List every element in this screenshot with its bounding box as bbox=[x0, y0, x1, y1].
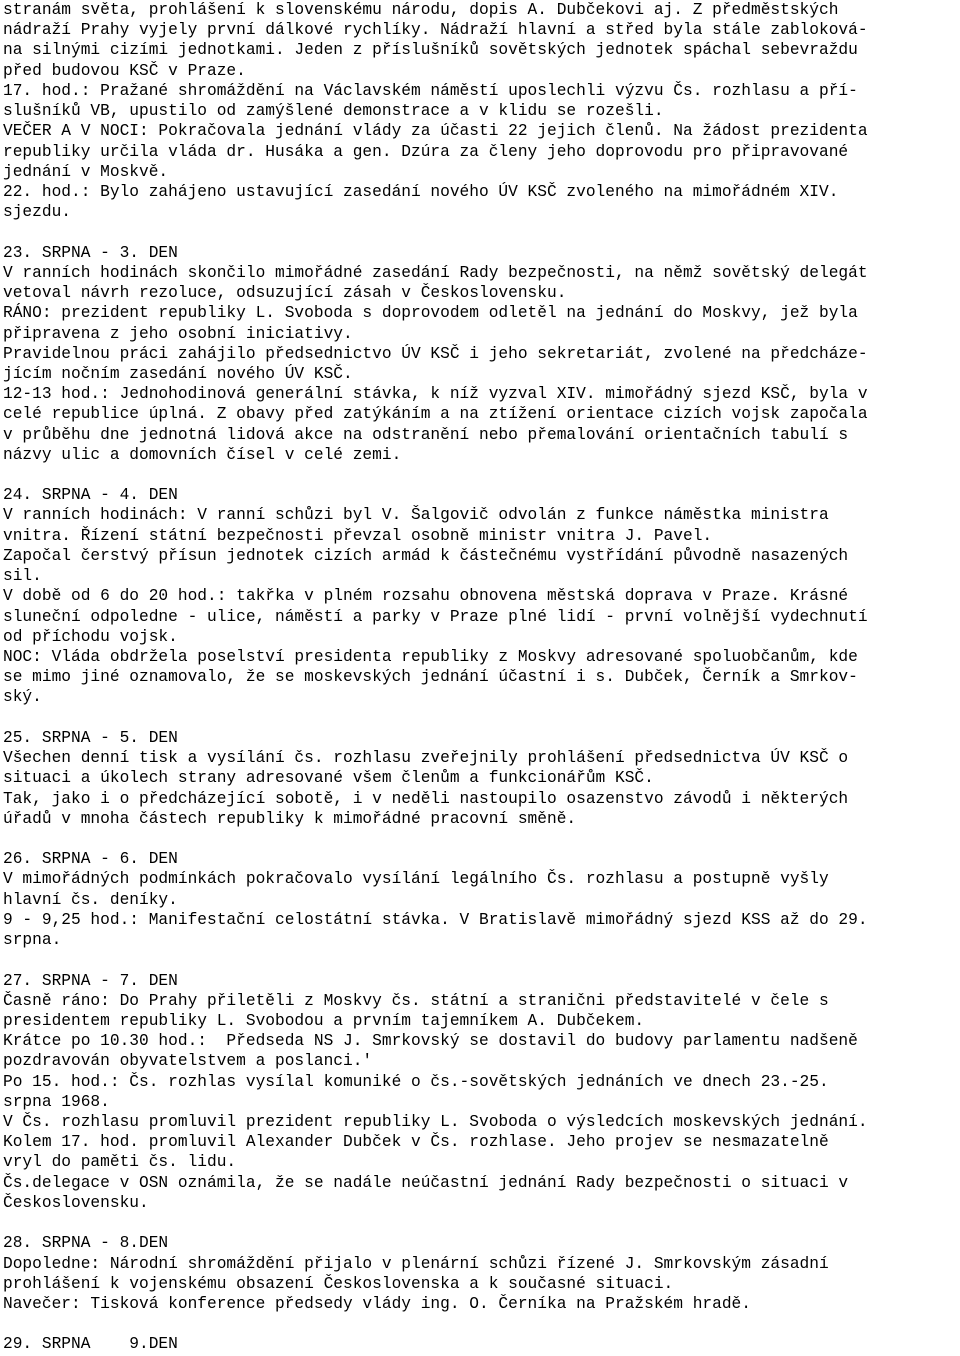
text-line: Navečer: Tisková konference předsedy vlády ing. O. Černíka na Pražském hradě. bbox=[3, 1295, 751, 1313]
text-line: se mimo jiné oznamovalo, že se moskevských jednání účastní i s. Dubček, Černík a Smrkov- bbox=[3, 668, 858, 687]
paragraph-gap bbox=[3, 1213, 958, 1233]
text-line: V době od 6 do 20 hod.: takřka v plném rozsahu obnovena městská doprava v Praze. Krásné bbox=[3, 587, 849, 606]
day-section-8 bbox=[3, 1233, 958, 1314]
text-line: vetoval návrh rezoluce, odsuzující zásah v Československu. bbox=[3, 284, 567, 303]
text-line: republiky určila vláda dr. Husáka a gen. Dzúra za členy jeho doprovodu pro připravované bbox=[3, 142, 849, 161]
day-section-5 bbox=[3, 728, 958, 829]
text-line: 9 - 9,25 hod.: Manifestační celostátní stávka. V Bratislavě mimořádný sjezd KSS až do 29. bbox=[3, 910, 868, 929]
text-line: úřadů v mnoha částech republiky k mimořádné pracovní směně. bbox=[3, 809, 577, 828]
text-line: Všechen denní tisk a vysílání čs. rozhlasu zveřejnily prohlášení předsednictva ÚV KSČ o bbox=[3, 749, 849, 768]
text-line: srpna 1968. bbox=[3, 1092, 110, 1111]
day-heading: 28. SRPNA - 8.DEN bbox=[3, 1234, 169, 1253]
day-heading: 27. SRPNA - 7. DEN bbox=[3, 971, 178, 990]
text-line: Československu. bbox=[3, 1193, 149, 1212]
paragraph-gap bbox=[3, 1314, 958, 1334]
day-section-3 bbox=[3, 243, 958, 465]
day-section-9 bbox=[3, 1334, 958, 1354]
text-line: srpna. bbox=[3, 931, 62, 950]
text-block bbox=[3, 0, 958, 222]
day-section-4 bbox=[3, 485, 958, 707]
text-line: RÁNO: prezident republiky L. Svoboda s doprovodem odletěl na jednání do Moskvy, jež byla bbox=[3, 304, 858, 323]
text-line: NOC: Vláda obdržela poselství presidenta republiky z Moskvy adresované spoluobčanům, kde bbox=[3, 648, 858, 666]
text-line: stranám světa, prohlášení k slovenskému národu, dopis A. Dubčekovi aj. Z předměstských bbox=[3, 1, 839, 19]
day-heading: 26. SRPNA - 6. DEN bbox=[3, 850, 178, 869]
text-line: pozdravován obyvatelstvem a poslanci.' bbox=[3, 1052, 373, 1071]
day-section-7 bbox=[3, 971, 958, 1214]
text-line: Tak, jako i o předcházející sobotě, i v neděli nastoupilo osazenstvo závodů i některých bbox=[3, 789, 849, 808]
text-line: hlavní čs. deníky. bbox=[3, 890, 178, 909]
text-line: Pravidelnou práci zahájilo předsednictvo ÚV KSČ i jeho sekretariát, zvolené na předcháze- bbox=[3, 344, 868, 363]
text-line: Po 15. hod.: Čs. rozhlas vysílal komuniké o čs.-sovětských jednáních ve dnech 23.-25. bbox=[3, 1072, 829, 1091]
document-page bbox=[3, 0, 958, 1355]
text-line: Krátce po 10.30 hod.: Předseda NS J. Smrkovský se dostavil do budovy parlamentu nadšeně bbox=[3, 1032, 858, 1051]
text-line: nádraží Prahy vyjely první dálkové rychlíky. Nádraží hlavní a střed byla stále zabloková- bbox=[3, 21, 868, 40]
text-line: jednání v Moskvě. bbox=[3, 162, 169, 181]
text-line: situaci a úkolech strany adresované všem členům a funkcionářům KSČ. bbox=[3, 769, 654, 788]
text-line: V mimořádných podmínkách pokračovalo vysílání legálního Čs. rozhlasu a postupně vyšly bbox=[3, 870, 829, 889]
text-line: ský. bbox=[3, 688, 42, 707]
day-heading: 29. SRPNA 9.DEN bbox=[3, 1335, 178, 1354]
text-line: sluneční odpoledne - ulice, náměstí a parky v Praze plné lidí - první volnější vydechnutí bbox=[3, 607, 868, 626]
text-line: 22. hod.: Bylo zahájeno ustavující zasedání nového ÚV KSČ zvoleného na mimořádném XIV. bbox=[3, 182, 839, 201]
text-line: celé republice úplná. Z obavy před zatýkáním a na ztížení orientace cizích vojsk započala bbox=[3, 405, 868, 424]
text-line: Časně ráno: Do Prahy přiletěli z Moskvy čs. státní a stranični představitelé v čele s bbox=[3, 991, 829, 1010]
text-line: slušníků VB, upustilo od zamýšlené demonstrace a v klidu se rozešli. bbox=[3, 102, 664, 121]
text-line: vryl do paměti čs. lidu. bbox=[3, 1153, 237, 1172]
text-line: presidentem republiky L. Svobodou a prvním tajemníkem A. Dubčekem. bbox=[3, 1011, 645, 1030]
text-line: V ranních hodinách: V ranní schůzi byl V. Šalgovič odvolán z funkce náměstka ministra bbox=[3, 506, 829, 525]
text-line: 12-13 hod.: Jednohodinová generální stávka, k níž vyzval XIV. mimořádný sjezd KSČ, byla v bbox=[3, 385, 868, 404]
text-line: sil. bbox=[3, 567, 42, 586]
text-line: v průběhu dne jednotná lidová akce na odstranění nebo přemalování orientačních tabulí s bbox=[3, 425, 849, 444]
paragraph-gap bbox=[3, 465, 958, 485]
paragraph-gap bbox=[3, 950, 958, 970]
text-line: od příchodu vojsk. bbox=[3, 627, 178, 646]
paragraph-gap bbox=[3, 708, 958, 728]
text-line: připravena z jeho osobní iniciativy. bbox=[3, 324, 353, 343]
text-line: vnitra. Řízení státní bezpečnosti převzal osobně ministr vnitra J. Pavel. bbox=[3, 526, 713, 545]
text-line: prohlášení k vojenskému obsazení Československa a k současné situaci. bbox=[3, 1274, 674, 1293]
text-line: Započal čerstvý přísun jednotek cizích armád k částečnému vystřídání původně nasazených bbox=[3, 546, 849, 565]
text-line: názvy ulic a domovních čísel v celé zemi. bbox=[3, 445, 402, 464]
text-line: sjezdu. bbox=[3, 203, 71, 222]
text-line: Čs.delegace v OSN oznámila, že se nadále neúčastní jednání Rady bezpečnosti o situaci v bbox=[3, 1173, 849, 1192]
text-line: Dopoledne: Národní shromáždění přijalo v plenární schůzi řízené J. Smrkovským zásadní bbox=[3, 1254, 829, 1273]
text-line: Kolem 17. hod. promluvil Alexander Dubček v Čs. rozhlase. Jeho projev se nesmazatelně bbox=[3, 1133, 829, 1152]
text-line: jícím nočním zasedání nového ÚV KSČ. bbox=[3, 364, 353, 383]
text-line: V ranních hodinách skončilo mimořádné zasedání Rady bezpečnosti, na němž sovětský delegát bbox=[3, 263, 868, 282]
text-line: V Čs. rozhlasu promluvil prezident republiky L. Svoboda o výsledcích moskevských jednání. bbox=[3, 1113, 868, 1132]
paragraph-gap bbox=[3, 222, 958, 242]
text-line: VEČER A V NOCI: Pokračovala jednání vlády za účasti 22 jejich členů. Na žádost prezidenta bbox=[3, 122, 868, 141]
paragraph-gap bbox=[3, 829, 958, 849]
text-line: na silnými cizími jednotkami. Jeden z příslušníků sovětských jednotek spáchal sebevraždu bbox=[3, 41, 858, 60]
day-heading: 24. SRPNA - 4. DEN bbox=[3, 486, 178, 505]
text-line: před budovou KSČ v Praze. bbox=[3, 61, 246, 80]
day-section-6 bbox=[3, 849, 958, 950]
text-line: 17. hod.: Pražané shromáždění na Václavském náměstí uposlechli výzvu Čs. rozhlasu a pří- bbox=[3, 81, 858, 100]
day-heading: 23. SRPNA - 3. DEN bbox=[3, 243, 178, 262]
day-heading: 25. SRPNA - 5. DEN bbox=[3, 728, 178, 747]
